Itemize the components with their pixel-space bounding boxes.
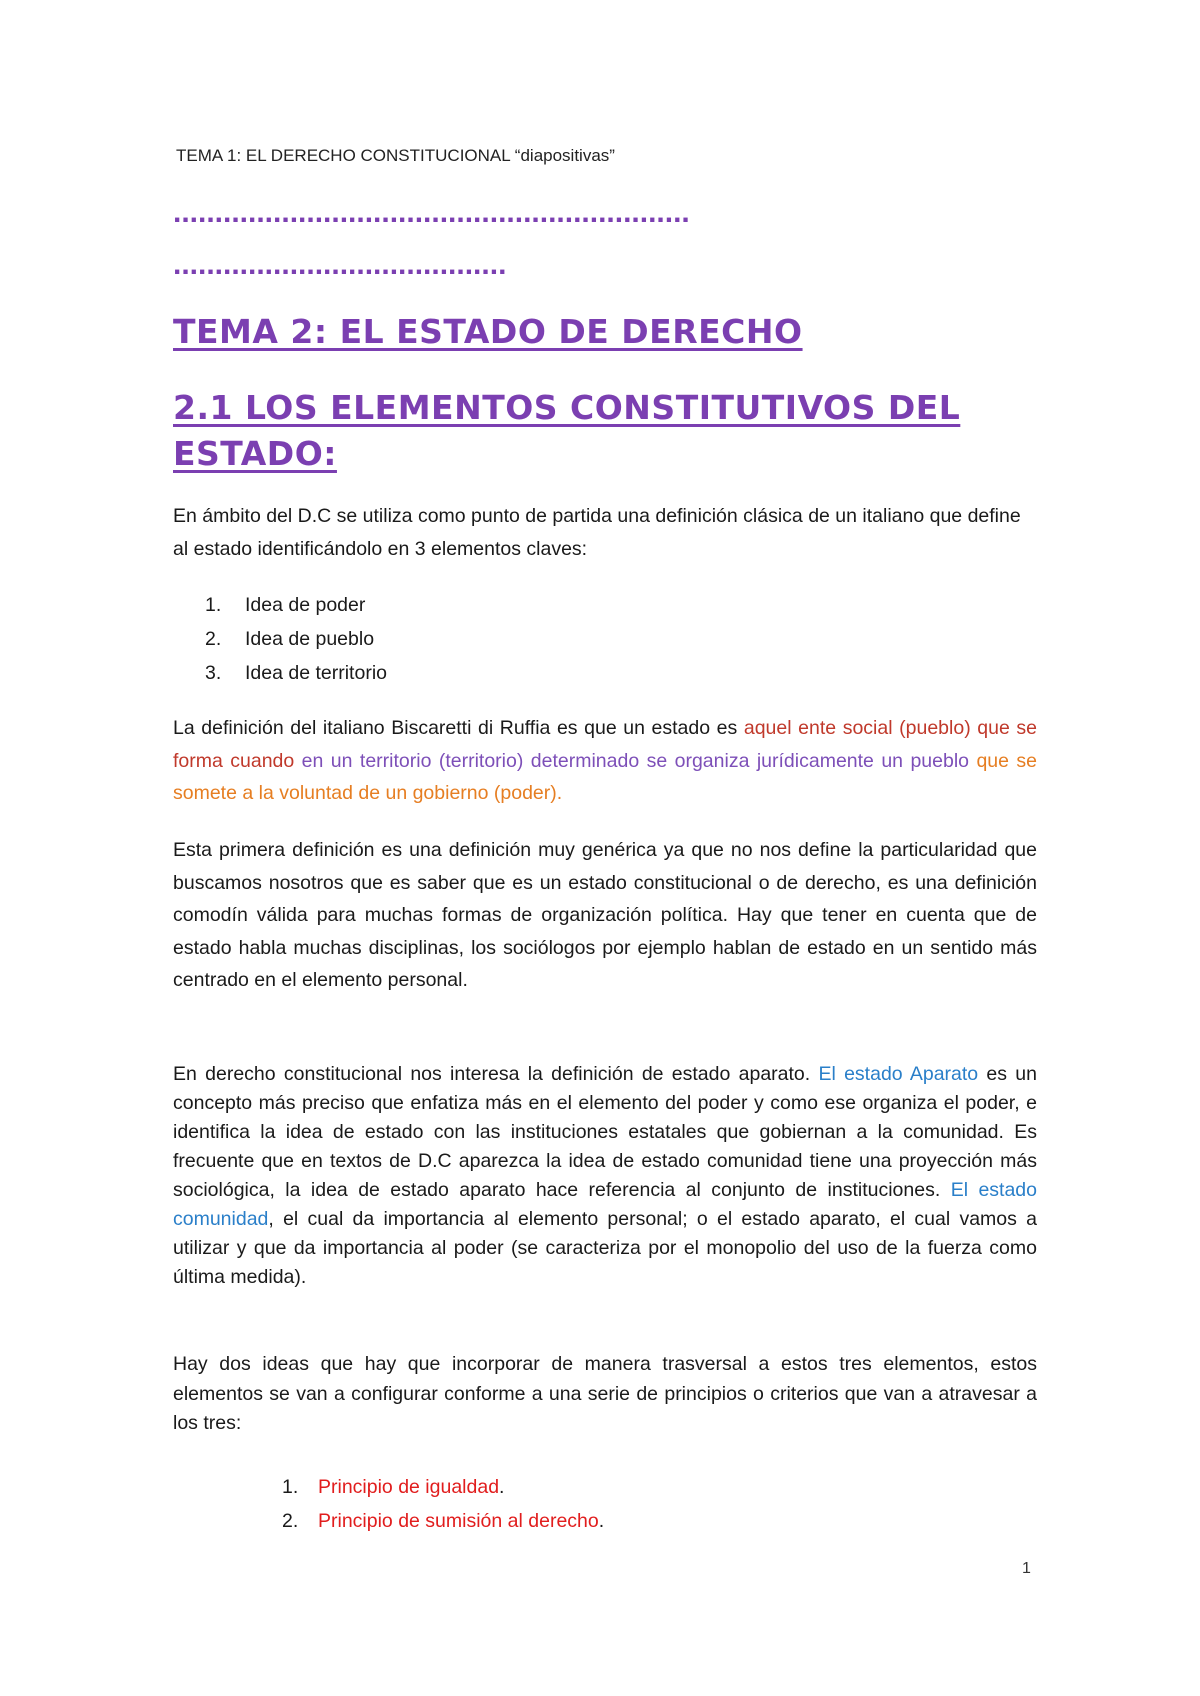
principles-list [282, 1470, 604, 1538]
dotted-separator: ........................................ [173, 248, 507, 281]
highlight-estado-comunidad: El estado comunidad [173, 1179, 1037, 1230]
list-item: 2. Principio de sumisión al derecho. [282, 1510, 605, 1532]
principles-intro-paragraph: Hay dos ideas que hay que incorporar de manera trasversal a estos tres elementos, estos elementos se van a configurar conforme a una serie de principios o criterios que van a atravesar a los tres: [173, 1353, 1037, 1434]
highlight-estado-aparato: El estado Aparato [818, 1063, 979, 1085]
list-item: 3. Idea de territorio [205, 662, 387, 684]
definition-paragraph: La definición del italiano Biscaretti di Ruffia es que un estado es aquel ente social (pueblo) que se forma cuando en un territorio (territorio) determinado se organiza jurídicamente un pueblo que se somete a la voluntad de un gobierno (poder). [173, 717, 1037, 804]
list-item: 1. Idea de poder [205, 594, 366, 616]
dotted-separator: .............................................................. [173, 196, 690, 229]
subsection-title: 2.1 LOS ELEMENTOS CONSTITUTIVOS DEL ESTADO: [173, 388, 961, 473]
page-number: 1 [1022, 1560, 1031, 1577]
highlight-social: aquel ente social (pueblo) que se forma cuando [173, 717, 1037, 772]
intro-paragraph: En ámbito del D.C se utiliza como punto de partida una definición clásica de un italiano que define al estado identificándolo en 3 elementos claves: [173, 505, 1021, 560]
list-item: 2. Idea de pueblo [205, 628, 375, 650]
elements-list [205, 588, 387, 690]
generic-definition-paragraph: Esta primera definición es una definición muy genérica ya que no nos define la particularidad que buscamos nosotros que es saber que es un estado constitucional o de derecho, es una definición comodín válida para muchas formas de organización política. Hay que tener en cuenta que de estado habla muchas disciplinas, los sociólogos por ejemplo hablan de estado en un sentido más centrado en el elemento personal. [173, 839, 1037, 991]
section-title: TEMA 2: EL ESTADO DE DERECHO [173, 312, 803, 351]
highlight-territory: en un territorio (territorio) determinado se organiza jurídicamente un pueblo [294, 749, 970, 772]
list-item: 1. Principio de igualdad. [282, 1476, 505, 1498]
highlight-power: que se somete a la voluntad de un gobierno (poder). [173, 749, 1037, 804]
state-apparatus-paragraph: En derecho constitucional nos interesa la definición de estado aparato. El estado Aparato es un concepto más preciso que enfatiza más en el elemento del poder y como ese organiza el poder, e identifica la idea de estado con las instituciones estatales que gobiernan a la comunidad. Es frecuente que en textos de D.C aparezca la idea de estado comunidad tiene una proyección más sociológica, la idea de estado aparato hace referencia al conjunto de instituciones. El estado comunidad, el cual da importancia al elemento personal; o el estado aparato, el cual vamos a utilizar y que da importancia al poder (se caracteriza por el monopolio del uso de la fuerza como última medida). [173, 1063, 1037, 1288]
document-header: TEMA 1: EL DERECHO CONSTITUCIONAL “diapositivas” [176, 146, 615, 165]
